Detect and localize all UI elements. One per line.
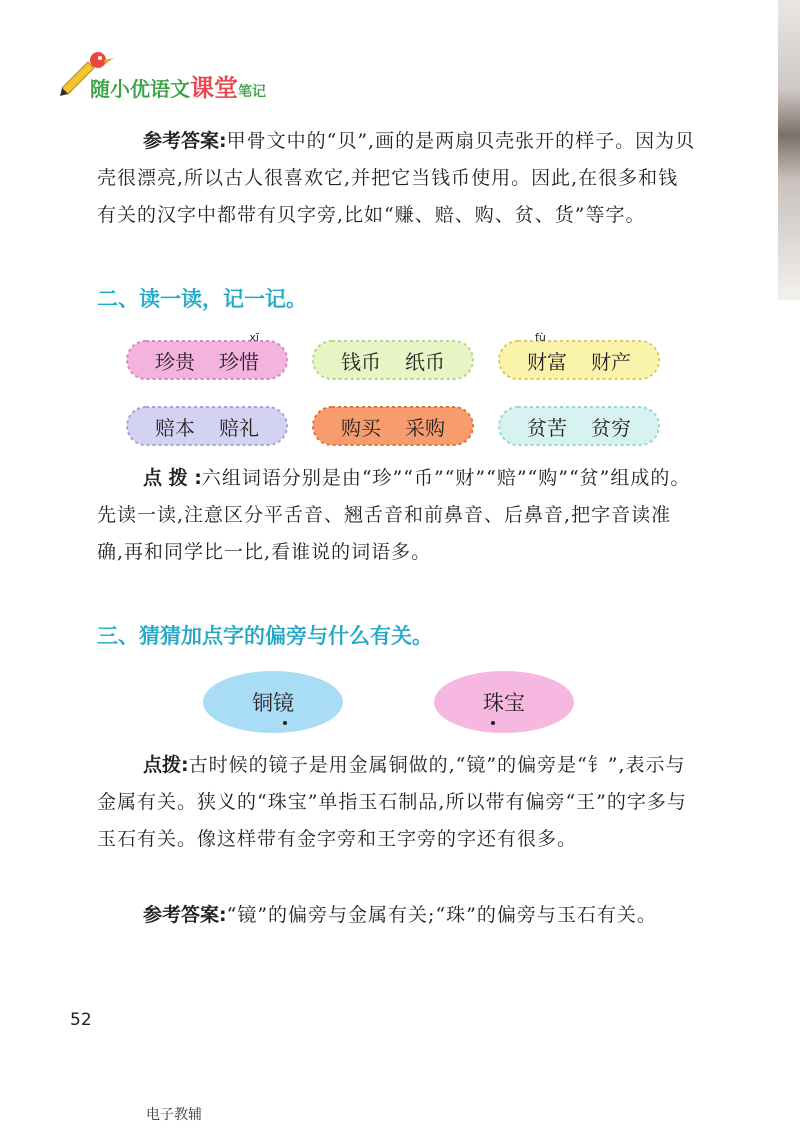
page-number: 52: [70, 1010, 92, 1030]
word-group-tag-5: [310, 404, 476, 448]
pinyin-annotation: xī: [249, 330, 259, 344]
oval-word-text: 铜镜: [252, 691, 294, 715]
tip-paragraph-1: [97, 460, 697, 571]
page-edge-photo-strip: [778, 0, 800, 300]
oval-word-bronze-mirror: [203, 671, 343, 733]
word-1: 钱币: [341, 349, 381, 374]
tip-label: 点拨:: [143, 754, 189, 776]
answer-label: 参考答案:: [143, 904, 227, 926]
brand-header: [58, 40, 458, 110]
word-2: 贫穷: [591, 415, 631, 440]
word-1: 赔本: [155, 415, 195, 440]
word-2: 采购: [405, 415, 445, 440]
word-2: 财产: [591, 349, 631, 374]
oval-word-text: 珠宝: [483, 691, 525, 715]
word-1: 购买: [341, 415, 381, 440]
word-group-tag-3: [496, 330, 662, 382]
word-group-tag-4: [124, 404, 290, 448]
pinyin-annotation: fù: [535, 330, 546, 344]
oval-word-jewelry: [434, 671, 574, 733]
word-2: xī 珍惜: [219, 330, 259, 374]
answer-text: 甲骨文中的“贝”,画的是两扇贝壳张开的样子。因为贝壳很漂亮,所以古人很喜欢它,并把它当钱币使用。因此,在很多和钱有关的汉字中都带有贝字旁,比如“赚、赔、购、贫、货”等字。: [97, 130, 696, 226]
brand-classroom: 课堂: [190, 74, 238, 102]
word-group-tag-6: [496, 404, 662, 448]
footer-label: 电子教辅: [146, 1107, 202, 1123]
answer-paragraph-1: [97, 123, 697, 234]
word-group-tag-2: [310, 338, 476, 382]
word-1: 珍贵: [155, 349, 195, 374]
word-1: fù 财富: [527, 330, 567, 374]
answer-text: “镜”的偏旁与金属有关;“珠”的偏旁与玉石有关。: [226, 904, 657, 926]
answer-label: 参考答案:: [143, 130, 227, 152]
emphasis-dot-icon: [491, 721, 495, 725]
word-2: 纸币: [405, 349, 445, 374]
emphasis-dot-icon: [283, 721, 287, 725]
brand-notes: 笔记: [238, 84, 266, 100]
answer-paragraph-2: [97, 897, 697, 934]
brand-title: [90, 68, 266, 103]
section-2-heading: 二、读一读，记一记。: [97, 287, 307, 311]
tip-text: 六组词语分别是由“珍”“币”“财”“赔”“购”“贫”组成的。先读一读,注意区分平舌音、翘舌音和前鼻音、后鼻音,把字音读准确,再和同学比一比,看谁说的词语多。: [97, 467, 691, 563]
section-3-heading: 三、猜猜加点字的偏旁与什么有关。: [97, 624, 433, 648]
tip-text: 古时候的镜子是用金属铜做的,“镜”的偏旁是“钅”,表示与金属有关。狭义的“珠宝”单指玉石制品,所以带有偏旁“王”的字多与玉石有关。像这样带有金字旁和王字旁的字还有很多。: [97, 754, 687, 850]
tip-paragraph-2: [97, 747, 697, 858]
word-group-tag-1: [124, 330, 290, 382]
brand-name: 随小优语文: [90, 77, 190, 101]
word-2: 赔礼: [219, 415, 259, 440]
tip-label: 点 拨 :: [143, 467, 202, 489]
word-1: 贫苦: [527, 415, 567, 440]
